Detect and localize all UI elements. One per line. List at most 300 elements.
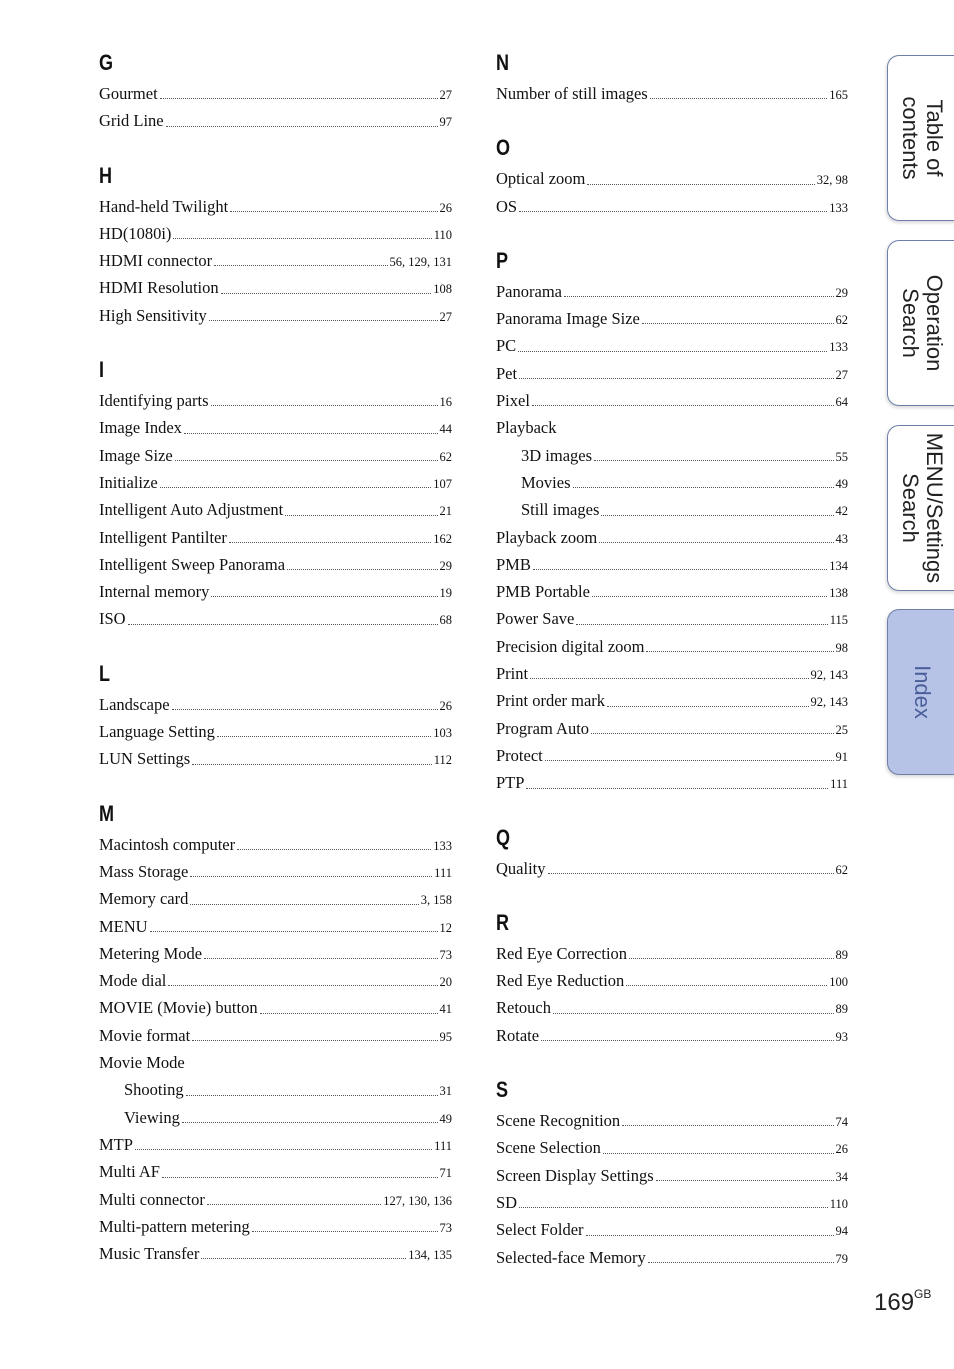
index-entry xyxy=(99,1049,452,1076)
index-entry[interactable] xyxy=(496,1134,848,1161)
entry-page-ref[interactable]: 134, 135 xyxy=(408,1248,452,1263)
entry-page-ref[interactable]: 111 xyxy=(434,1138,452,1153)
entry-page-ref[interactable]: 55 xyxy=(835,449,848,464)
dot-leader xyxy=(626,984,827,986)
entry-page-ref[interactable]: 100 xyxy=(829,975,848,990)
index-entry[interactable] xyxy=(99,913,452,940)
entry-term: Landscape xyxy=(99,694,170,714)
index-entry[interactable] xyxy=(496,278,848,305)
dot-leader xyxy=(150,930,438,932)
index-entry[interactable] xyxy=(496,769,848,796)
section-letter: I xyxy=(99,357,105,383)
entry-page-ref[interactable]: 20 xyxy=(439,975,452,990)
entry-page-ref[interactable]: 41 xyxy=(439,1002,452,1017)
dot-leader xyxy=(519,377,833,379)
index-subentry[interactable] xyxy=(496,496,848,523)
index-entry xyxy=(496,414,848,441)
index-section xyxy=(99,355,452,633)
index-entry[interactable] xyxy=(99,1158,452,1185)
section-letter: N xyxy=(496,50,510,75)
index-entry[interactable] xyxy=(99,496,452,523)
entry-page-ref[interactable]: 108 xyxy=(433,282,452,297)
entry-page-ref[interactable]: 16 xyxy=(439,395,452,410)
dot-leader xyxy=(237,848,431,850)
index-entry[interactable] xyxy=(496,551,848,578)
index-entry[interactable] xyxy=(496,605,848,632)
entry-page-ref[interactable]: 165 xyxy=(829,88,848,102)
entry-page-ref[interactable]: 111 xyxy=(830,777,848,792)
entry-page-ref[interactable]: 133 xyxy=(433,838,452,853)
dot-leader xyxy=(201,1257,406,1259)
index-column-left xyxy=(99,48,452,1267)
index-entry[interactable] xyxy=(99,578,452,605)
index-entry[interactable] xyxy=(99,1022,452,1049)
entry-page-ref[interactable]: 94 xyxy=(835,1224,848,1239)
entry-page-ref[interactable]: 31 xyxy=(439,1084,452,1099)
entry-page-ref[interactable]: 134 xyxy=(829,558,848,573)
dot-leader xyxy=(217,735,431,737)
index-entry[interactable] xyxy=(99,1213,452,1240)
dot-leader xyxy=(530,677,808,679)
entry-page-ref[interactable]: 29 xyxy=(439,558,452,573)
index-entry[interactable] xyxy=(496,524,848,551)
entry-term: PC xyxy=(496,336,517,356)
entry-term: Multi connector xyxy=(99,1189,205,1209)
entry-term: Initialize xyxy=(99,472,158,492)
entry-term: PTP xyxy=(496,773,525,793)
entry-term: Rotate xyxy=(496,1025,540,1045)
entry-term: MOVIE (Movie) button xyxy=(99,998,258,1018)
entry-page-ref[interactable]: 62 xyxy=(439,449,452,464)
entry-page-ref[interactable]: 26 xyxy=(835,1142,848,1157)
entry-term: Hand-held Twilight xyxy=(99,196,229,216)
entry-term: Pixel xyxy=(496,391,530,411)
index-entry[interactable] xyxy=(496,1189,848,1216)
index-entry[interactable] xyxy=(99,1131,452,1158)
entry-term: OS xyxy=(496,196,518,216)
dot-leader xyxy=(168,984,437,986)
dot-leader xyxy=(192,763,431,765)
index-entry[interactable] xyxy=(99,524,452,551)
dot-leader xyxy=(650,97,828,99)
entry-term: Playback xyxy=(496,418,557,438)
section-gap xyxy=(496,797,848,823)
entry-page-ref[interactable]: 92, 143 xyxy=(810,668,848,683)
dot-leader xyxy=(592,595,827,597)
entry-term: Red Eye Reduction xyxy=(496,971,625,991)
entry-page-ref[interactable]: 91 xyxy=(835,749,848,764)
section-gap xyxy=(99,633,452,659)
entry-term: Movie format xyxy=(99,1025,191,1045)
entry-term: Scene Recognition xyxy=(496,1111,621,1131)
index-subentry[interactable] xyxy=(496,469,848,496)
dot-leader xyxy=(207,1203,381,1205)
entry-page-ref[interactable]: 25 xyxy=(835,722,848,737)
section-letter: M xyxy=(99,800,115,826)
index-entry[interactable] xyxy=(99,745,452,772)
dot-leader xyxy=(564,295,834,297)
entry-term: Red Eye Correction xyxy=(496,943,628,963)
page-number-suffix: GB xyxy=(914,1287,932,1301)
entry-term: Intelligent Pantilter xyxy=(99,527,227,547)
index-entry[interactable] xyxy=(496,1162,848,1189)
index-entry[interactable] xyxy=(99,387,452,414)
dot-leader xyxy=(656,1179,834,1181)
dot-leader xyxy=(285,514,437,516)
entry-page-ref[interactable]: 89 xyxy=(835,947,848,962)
entry-term: ISO xyxy=(99,609,126,629)
entry-page-ref[interactable]: 32, 98 xyxy=(816,173,848,188)
entry-term: Mass Storage xyxy=(99,861,189,881)
tab-operation-search-label: Operation Search xyxy=(898,274,947,372)
dot-leader xyxy=(629,957,833,959)
entry-term: Number of still images xyxy=(496,84,648,103)
dot-leader xyxy=(545,759,834,761)
entry-term: PMB xyxy=(496,554,531,574)
entry-term: Optical zoom xyxy=(496,169,586,189)
entry-page-ref[interactable]: 162 xyxy=(433,531,452,546)
entry-term: Program Auto xyxy=(496,718,590,738)
entry-page-ref[interactable]: 112 xyxy=(433,753,452,768)
index-entry[interactable] xyxy=(496,165,848,192)
index-section xyxy=(496,246,848,797)
section-letter: H xyxy=(99,162,113,188)
tab-menu-settings-search-label: MENU/Settings Search xyxy=(898,432,947,584)
entry-term: Pet xyxy=(496,363,518,383)
section-gap xyxy=(496,882,848,908)
entry-term: Panorama Image Size xyxy=(496,309,640,329)
dot-leader xyxy=(646,650,833,652)
entry-page-ref[interactable]: 133 xyxy=(829,340,848,355)
dot-leader xyxy=(182,1121,438,1123)
section-letter: R xyxy=(496,909,510,935)
entry-term: Print xyxy=(496,664,529,684)
entry-term: Protect xyxy=(496,745,543,765)
entry-term: Retouch xyxy=(496,998,551,1018)
entry-term: Image Size xyxy=(99,445,173,465)
dot-leader xyxy=(591,732,833,734)
tab-table-of-contents-label: Table of contents xyxy=(898,96,947,180)
index-section xyxy=(99,659,452,773)
page-number xyxy=(874,1287,931,1317)
dot-leader xyxy=(594,459,833,461)
entry-term: High Sensitivity xyxy=(99,305,207,325)
entry-page-ref[interactable]: 49 xyxy=(835,476,848,491)
dot-leader xyxy=(518,350,827,352)
entry-page-ref[interactable]: 127, 130, 136 xyxy=(383,1193,452,1208)
dot-leader xyxy=(160,486,432,488)
entry-page-ref[interactable]: 107 xyxy=(433,476,452,491)
index-entry[interactable] xyxy=(99,691,452,718)
entry-term: Scene Selection xyxy=(496,1138,601,1158)
index-section xyxy=(496,48,848,107)
entry-term: Playback zoom xyxy=(496,527,598,547)
entry-term: PMB Portable xyxy=(496,582,590,602)
index-section xyxy=(99,161,452,329)
entry-term: Quality xyxy=(496,858,546,878)
entry-term: Movies xyxy=(521,472,571,492)
entry-page-ref[interactable]: 98 xyxy=(835,640,848,655)
entry-page-ref[interactable]: 89 xyxy=(835,1002,848,1017)
index-entry[interactable] xyxy=(496,332,848,359)
tab-table-of-contents[interactable] xyxy=(887,55,954,221)
index-entry[interactable] xyxy=(99,718,452,745)
entry-term: Gourmet xyxy=(99,84,158,103)
section-letter: L xyxy=(99,660,111,686)
index-entry[interactable] xyxy=(496,1216,848,1243)
dot-leader xyxy=(190,903,418,905)
dot-leader xyxy=(252,1230,438,1232)
entry-term: Metering Mode xyxy=(99,943,203,963)
entry-page-ref[interactable]: 27 xyxy=(439,88,452,102)
index-entry[interactable] xyxy=(99,80,452,107)
section-gap xyxy=(99,773,452,799)
entry-term: Movie Mode xyxy=(99,1053,185,1073)
entry-term: Multi-pattern metering xyxy=(99,1216,250,1236)
index-subentry[interactable] xyxy=(99,1104,452,1131)
entry-page-ref[interactable]: 27 xyxy=(835,367,848,382)
entry-term: Memory card xyxy=(99,889,189,909)
index-entry[interactable] xyxy=(99,193,452,220)
dot-leader xyxy=(599,541,833,543)
entry-page-ref[interactable]: 73 xyxy=(439,1220,452,1235)
dot-leader xyxy=(229,541,431,543)
entry-term: Mode dial xyxy=(99,971,167,991)
index-section xyxy=(496,1075,848,1271)
index-entry[interactable] xyxy=(99,831,452,858)
index-entry[interactable] xyxy=(496,967,848,994)
index-entry[interactable] xyxy=(99,605,452,632)
entry-page-ref[interactable]: 115 xyxy=(829,613,848,628)
entry-page-ref[interactable]: 138 xyxy=(829,586,848,601)
section-letter: S xyxy=(496,1077,509,1103)
entry-page-ref[interactable]: 74 xyxy=(835,1115,848,1130)
index-entry[interactable] xyxy=(496,633,848,660)
dot-leader xyxy=(190,875,432,877)
entry-page-ref[interactable]: 26 xyxy=(439,698,452,713)
entry-page-ref[interactable]: 44 xyxy=(439,422,452,437)
section-letter: P xyxy=(496,247,509,273)
entry-term: Still images xyxy=(521,500,600,520)
entry-term: Intelligent Auto Adjustment xyxy=(99,500,284,520)
dot-leader xyxy=(175,459,438,461)
entry-page-ref[interactable]: 110 xyxy=(829,1196,848,1211)
entry-page-ref[interactable]: 29 xyxy=(835,285,848,300)
entry-term: Select Folder xyxy=(496,1220,584,1240)
dot-leader xyxy=(186,1094,438,1096)
entry-term: Identifying parts xyxy=(99,391,209,411)
entry-term: Language Setting xyxy=(99,722,215,742)
entry-page-ref[interactable]: 19 xyxy=(439,586,452,601)
entry-term: Internal memory xyxy=(99,582,210,602)
entry-term: MTP xyxy=(99,1134,133,1154)
entry-page-ref[interactable]: 42 xyxy=(835,504,848,519)
entry-page-ref[interactable]: 68 xyxy=(439,613,452,628)
entry-page-ref[interactable]: 133 xyxy=(829,200,848,215)
index-entry[interactable] xyxy=(496,305,848,332)
index-entry[interactable] xyxy=(99,302,452,329)
index-entry[interactable] xyxy=(496,387,848,414)
index-entry[interactable] xyxy=(99,247,452,274)
index-entry[interactable] xyxy=(99,1186,452,1213)
dot-leader xyxy=(532,404,834,406)
index-entry[interactable] xyxy=(496,940,848,967)
section-gap xyxy=(496,220,848,246)
section-gap xyxy=(496,107,848,133)
tab-menu-settings-search[interactable] xyxy=(887,425,954,591)
index-section xyxy=(99,799,452,1268)
index-entry[interactable] xyxy=(496,855,848,882)
index-entry[interactable] xyxy=(496,193,848,220)
entry-page-ref[interactable]: 79 xyxy=(835,1251,848,1266)
dot-leader xyxy=(586,1234,834,1236)
index-column-right xyxy=(496,48,848,1271)
entry-term: LUN Settings xyxy=(99,749,191,769)
entry-term: Macintosh computer xyxy=(99,834,236,854)
dot-leader xyxy=(204,957,437,959)
index-entry[interactable] xyxy=(99,940,452,967)
dot-leader xyxy=(648,1261,834,1263)
index-entry[interactable] xyxy=(99,274,452,301)
entry-term: Selected-face Memory xyxy=(496,1247,646,1267)
entry-term: Power Save xyxy=(496,609,575,629)
entry-page-ref[interactable]: 93 xyxy=(835,1029,848,1044)
section-gap xyxy=(99,329,452,355)
dot-leader xyxy=(548,872,834,874)
dot-leader xyxy=(184,432,438,434)
entry-page-ref[interactable]: 27 xyxy=(439,309,452,324)
index-section xyxy=(496,823,848,882)
entry-page-ref[interactable]: 97 xyxy=(439,115,452,130)
entry-page-ref[interactable]: 3, 158 xyxy=(420,893,452,908)
dot-leader xyxy=(230,210,437,212)
index-entry[interactable] xyxy=(99,858,452,885)
index-entry[interactable] xyxy=(99,1240,452,1267)
dot-leader xyxy=(260,1012,438,1014)
dot-leader xyxy=(553,1012,834,1014)
section-letter: Q xyxy=(496,824,511,850)
dot-leader xyxy=(214,264,387,266)
dot-leader xyxy=(135,1148,432,1150)
entry-term: HD(1080i) xyxy=(99,223,172,243)
dot-leader xyxy=(172,708,438,710)
entry-term: HDMI Resolution xyxy=(99,278,219,298)
dot-leader xyxy=(162,1176,438,1178)
dot-leader xyxy=(211,595,437,597)
entry-term: Precision digital zoom xyxy=(496,636,645,656)
entry-term: SD xyxy=(496,1192,518,1212)
index-entry[interactable] xyxy=(496,1244,848,1271)
dot-leader xyxy=(607,705,808,707)
entry-page-ref[interactable]: 21 xyxy=(439,504,452,519)
dot-leader xyxy=(622,1124,833,1126)
tab-index[interactable] xyxy=(887,609,954,775)
dot-leader xyxy=(601,514,833,516)
dot-leader xyxy=(192,1039,437,1041)
dot-leader xyxy=(221,292,432,294)
dot-leader xyxy=(526,787,828,789)
index-entry[interactable] xyxy=(99,220,452,247)
index-section xyxy=(99,48,452,135)
entry-page-ref[interactable]: 71 xyxy=(439,1166,452,1181)
index-entry[interactable] xyxy=(496,1022,848,1049)
entry-term: Shooting xyxy=(124,1080,184,1100)
entry-page-ref[interactable]: 12 xyxy=(439,920,452,935)
entry-term: Panorama xyxy=(496,281,562,301)
index-entry[interactable] xyxy=(496,360,848,387)
index-entry[interactable] xyxy=(99,967,452,994)
dot-leader xyxy=(642,322,834,324)
index-section xyxy=(496,133,848,220)
index-section xyxy=(496,908,848,1049)
index-entry[interactable] xyxy=(496,687,848,714)
dot-leader xyxy=(173,237,431,239)
index-subentry[interactable] xyxy=(496,442,848,469)
dot-leader xyxy=(209,319,438,321)
entry-page-ref[interactable]: 62 xyxy=(835,862,848,877)
page-number-value: 169 xyxy=(874,1289,915,1316)
dot-leader xyxy=(576,623,827,625)
section-gap xyxy=(496,1049,848,1075)
index-entry[interactable] xyxy=(99,442,452,469)
index-entry[interactable] xyxy=(99,994,452,1021)
entry-page-ref[interactable]: 92, 143 xyxy=(810,695,848,710)
entry-page-ref[interactable]: 43 xyxy=(835,531,848,546)
entry-term: Intelligent Sweep Panorama xyxy=(99,554,286,574)
index-entry[interactable] xyxy=(99,414,452,441)
entry-page-ref[interactable]: 49 xyxy=(439,1111,452,1126)
entry-page-ref[interactable]: 64 xyxy=(835,395,848,410)
dot-leader xyxy=(573,486,834,488)
entry-page-ref[interactable]: 73 xyxy=(439,947,452,962)
entry-page-ref[interactable]: 56, 129, 131 xyxy=(389,255,452,270)
index-entry[interactable] xyxy=(496,715,848,742)
tab-index-label: Index xyxy=(910,665,935,719)
index-entry[interactable] xyxy=(99,551,452,578)
dot-leader xyxy=(287,568,437,570)
entry-page-ref[interactable]: 111 xyxy=(434,865,452,880)
entry-page-ref[interactable]: 62 xyxy=(835,313,848,328)
entry-term: Grid Line xyxy=(99,111,164,131)
dot-leader xyxy=(519,210,827,212)
dot-leader xyxy=(211,404,438,406)
index-entry[interactable] xyxy=(496,994,848,1021)
entry-page-ref[interactable]: 95 xyxy=(439,1029,452,1044)
tab-operation-search[interactable] xyxy=(887,240,954,406)
index-entry[interactable] xyxy=(99,107,452,134)
entry-term: MENU xyxy=(99,916,148,936)
section-letter: O xyxy=(496,135,511,161)
dot-leader xyxy=(587,183,814,185)
dot-leader xyxy=(166,125,438,127)
dot-leader xyxy=(519,1206,828,1208)
entry-page-ref[interactable]: 34 xyxy=(835,1169,848,1184)
index-entry[interactable] xyxy=(99,469,452,496)
index-entry[interactable] xyxy=(496,578,848,605)
entry-term: Image Index xyxy=(99,418,182,438)
index-entry[interactable] xyxy=(99,885,452,912)
index-entry[interactable] xyxy=(496,660,848,687)
index-entry[interactable] xyxy=(496,80,848,107)
index-entry[interactable] xyxy=(496,742,848,769)
entry-page-ref[interactable]: 26 xyxy=(439,200,452,215)
entry-term: Multi AF xyxy=(99,1162,160,1182)
entry-term: 3D images xyxy=(521,445,593,465)
index-subentry[interactable] xyxy=(99,1076,452,1103)
entry-page-ref[interactable]: 103 xyxy=(433,726,452,741)
entry-page-ref[interactable]: 110 xyxy=(433,227,452,242)
index-entry[interactable] xyxy=(496,1107,848,1134)
